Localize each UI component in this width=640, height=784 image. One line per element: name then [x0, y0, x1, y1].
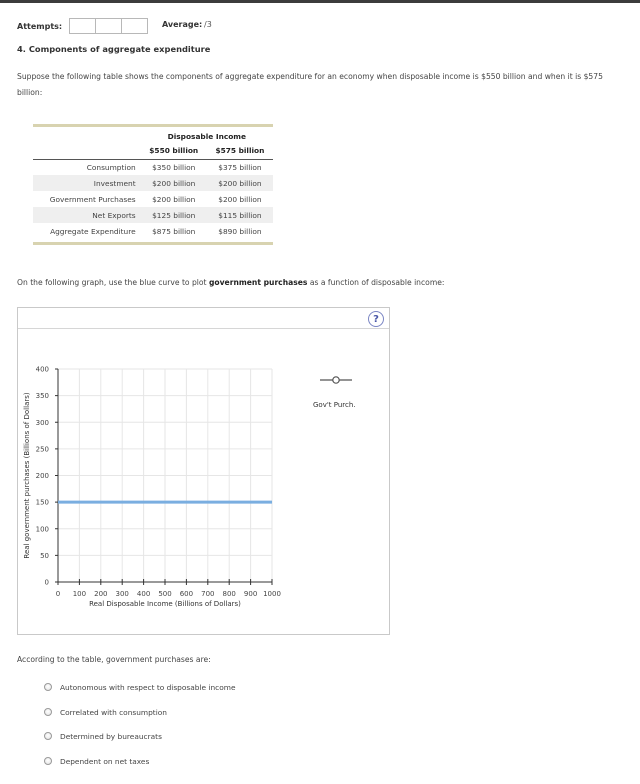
table-row [33, 159, 273, 175]
answer-option[interactable] [44, 730, 162, 742]
x-tick-label: 600 [179, 590, 194, 598]
option-label: Determined by bureaucrats [60, 731, 162, 741]
table-cell: $350 billion [152, 162, 196, 172]
table-cell: $200 billion [207, 175, 273, 191]
option-label: Dependent on net taxes [60, 756, 150, 766]
radio-button[interactable] [44, 708, 52, 716]
attempt-box [95, 18, 122, 34]
y-tick-label: 400 [35, 365, 49, 374]
aggregate-expenditure-table [33, 127, 273, 239]
x-tick-label: 400 [136, 590, 151, 598]
table-cell: $875 billion [152, 226, 196, 236]
question-title: 4. Components of aggregate expenditure [17, 44, 211, 54]
y-tick-label: 150 [35, 498, 49, 507]
prompt-text: as a function of disposable income: [307, 278, 445, 287]
y-axis-label: Real government purchases (Billions of Dollars) [23, 392, 31, 559]
row-label-aggregate-expenditure: Aggregate Expenditure [50, 226, 136, 236]
x-tick-label: 500 [158, 590, 172, 598]
x-axis-label: Real Disposable Income (Billions of Dollars) [89, 600, 241, 608]
table-bottom-rule [33, 242, 273, 245]
option-label: Autonomous with respect to disposable income [60, 682, 236, 692]
y-tick-label: 200 [35, 472, 49, 480]
table-row [33, 191, 273, 207]
prompt-emphasis: government purchases [208, 278, 308, 287]
row-label-investment: Investment [33, 175, 141, 191]
x-tick-label: 1000 [263, 590, 281, 598]
y-tick-label: 100 [35, 525, 49, 534]
x-tick-label: 200 [94, 590, 108, 598]
components-table [33, 124, 273, 245]
graph-panel [17, 307, 390, 635]
x-tick-label: 300 [115, 590, 129, 598]
table-row [33, 207, 273, 223]
top-border [0, 0, 640, 3]
x-tick-label: 100 [72, 590, 87, 598]
table-cell: $375 billion [218, 162, 262, 172]
attempt-indicators [69, 18, 147, 34]
attempts-label: Attempts: [17, 21, 63, 31]
help-icon[interactable]: ? [368, 311, 384, 327]
y-tick-label: 0 [44, 578, 49, 587]
y-tick-label: 250 [35, 445, 49, 454]
answer-option[interactable] [44, 755, 149, 767]
x-tick-label: 900 [243, 590, 258, 598]
table-cell: $115 billion [207, 207, 273, 223]
radio-button[interactable] [44, 732, 52, 740]
graph-prompt [17, 278, 444, 287]
table-row [33, 175, 273, 191]
x-tick-label: 0 [55, 590, 61, 598]
table-cell: $125 billion [141, 207, 207, 223]
answer-option[interactable] [44, 706, 167, 718]
table-cell: $890 billion [218, 226, 262, 236]
column-header-575: $575 billion [207, 143, 273, 159]
table-row [33, 223, 273, 239]
table-cell: $200 billion [152, 194, 196, 204]
y-tick-label: 350 [35, 392, 49, 401]
radio-button[interactable] [44, 757, 52, 765]
legend-label: Gov't Purch. [313, 401, 356, 409]
x-tick-label: 700 [201, 590, 215, 598]
radio-button[interactable] [44, 683, 52, 691]
average-label: Average: [162, 20, 203, 29]
answer-option[interactable] [44, 681, 236, 693]
row-label-consumption: Consumption [86, 162, 136, 172]
table-cell: $200 billion [218, 194, 262, 204]
x-tick-label: 800 [222, 590, 236, 598]
question-intro: Suppose the following table shows the components of aggregate expenditure for an economy when disposable income is $550 billion and when it is $575 billion: [17, 72, 603, 97]
attempt-box [121, 18, 148, 34]
attempts-row [17, 18, 147, 34]
legend-marker [333, 377, 339, 383]
table-cell: $200 billion [141, 175, 207, 191]
column-header-550: $550 billion [141, 143, 207, 159]
prompt-text: On the following graph, use the blue curve to plot [17, 278, 209, 287]
option-label: Correlated with consumption [60, 707, 167, 717]
row-label-government-purchases: Government Purchases [49, 194, 136, 204]
question2-text: According to the table, government purchases are: [17, 655, 211, 664]
y-tick-label: 300 [35, 418, 49, 427]
attempt-box [69, 18, 96, 34]
average-value: /3 [204, 20, 212, 29]
row-label-net-exports: Net Exports [33, 207, 141, 223]
gov-purchases-chart[interactable] [18, 308, 389, 634]
y-tick-label: 50 [40, 551, 49, 560]
disposable-income-header: Disposable Income [167, 132, 247, 141]
